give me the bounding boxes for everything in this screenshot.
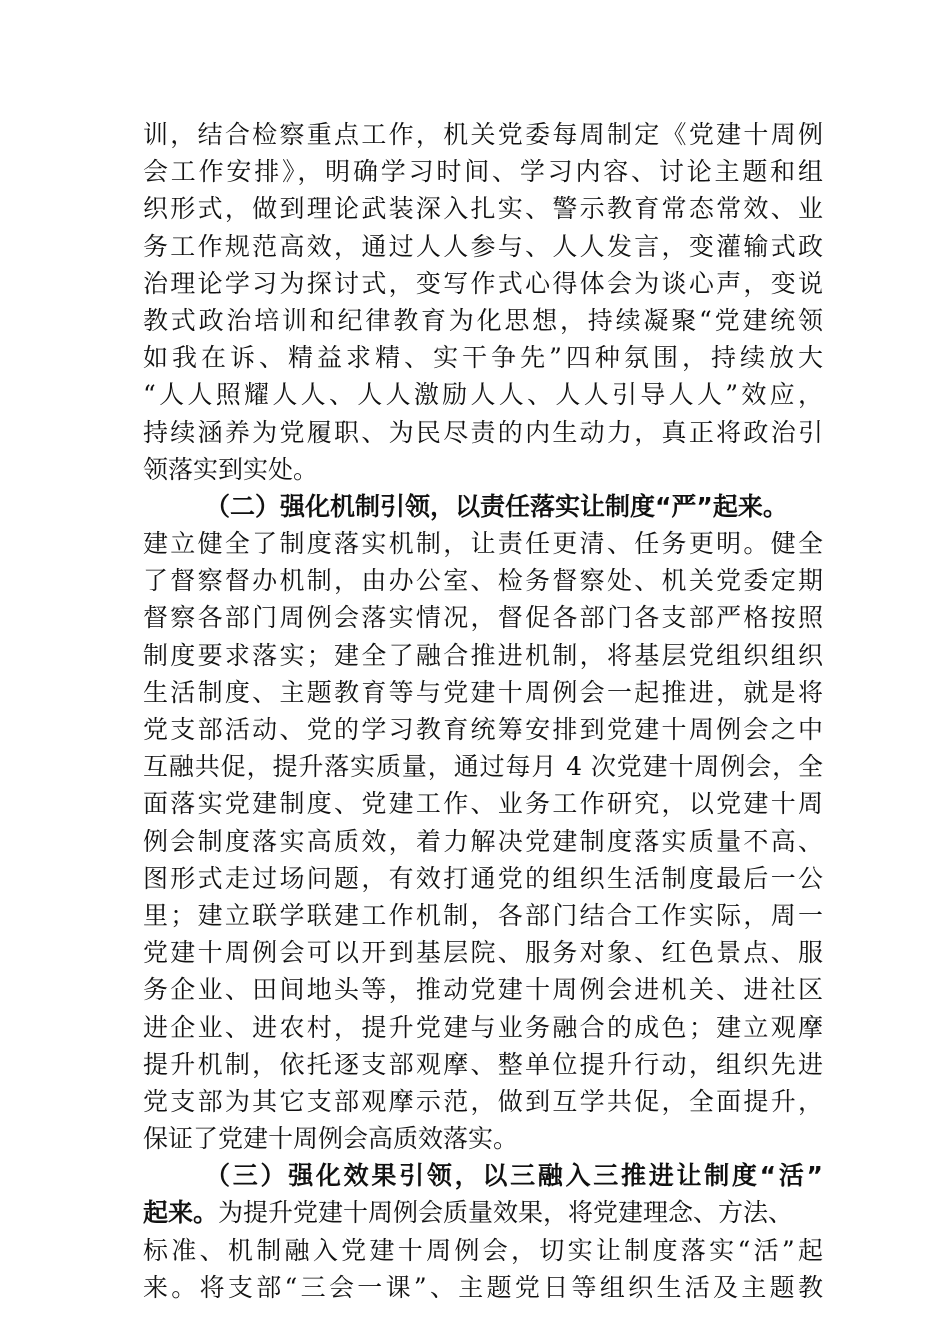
text-line: 了督察督办机制，由办公室、检务督察处、机关党委定期 [143, 566, 823, 596]
text-line: 领落实到实处。 [143, 454, 319, 484]
text-line: 生活制度、主题教育等与党建十周例会一起推进，就是将 [143, 677, 823, 707]
text-line: 党支部为其它支部观摩示范，做到互学共促，全面提升， [143, 1086, 823, 1116]
text-line: 例会制度落实高质效，着力解决党建制度落实质量不高、 [143, 826, 823, 856]
text-line: 治理论学习为探讨式，变写作式心得体会为谈心声，变说 [143, 268, 823, 298]
text-line: 织形式，做到理论武装深入扎实、警示教育常态常效、业 [143, 194, 823, 224]
text-line: 督察各部门周例会落实情况，督促各部门各支部严格按照 [143, 603, 823, 633]
section-heading-3: （三）强化效果引领，以三融入三推进让制度“活” [205, 1161, 823, 1191]
text-line: 提升机制，依托逐支部观摩、整单位提升行动，组织先进 [143, 1049, 823, 1079]
text-line: 会工作安排》，明确学习时间、学习内容、讨论主题和组 [143, 157, 823, 187]
text-line: 党支部活动、党的学习教育统筹安排到党建十周例会之中 [143, 715, 823, 744]
text-line: 面落实党建制度、党建工作、业务工作研究，以党建十周 [143, 789, 823, 819]
text-line: 持续涵养为党履职、为民尽责的内生动力，真正将政治引 [143, 417, 823, 447]
body-text [143, 116, 823, 1306]
text-line: 务企业、田间地头等，推动党建十周例会进机关、进社区 [143, 975, 823, 1005]
text-line: 党建十周例会可以开到基层院、服务对象、红色景点、服 [143, 938, 823, 968]
text-run: 为提升党建十周例会质量效果，将党建理念、方法、 [218, 1198, 794, 1228]
text-line: 如我在诉、精益求精、实干争先”四种氛围，持续放大 [143, 343, 823, 373]
heading-tail: 起来。 [143, 1198, 219, 1228]
text-line: 标准、机制融入党建十周例会，切实让制度落实“活”起 [143, 1235, 823, 1265]
text-line: 教式政治培训和纪律教育为化思想，持续凝聚“党建统领 [143, 305, 823, 335]
text-line: 保证了党建十周例会高质效落实。 [143, 1124, 519, 1154]
text-line: 训，结合检察重点工作，机关党委每周制定《党建十周例 [143, 120, 823, 149]
text-line: 里；建立联学联建工作机制，各部门结合工作实际，周一 [143, 900, 823, 930]
text-line: 来。将支部“三会一课”、主题党日等组织生活及主题教 [143, 1272, 823, 1302]
text-line: 图形式走过场问题，有效打通党的组织生活制度最后一公 [143, 863, 823, 893]
text-line: 务工作规范高效，通过人人参与、人人发言，变灌输式政 [143, 231, 823, 261]
text-line: 建立健全了制度落实机制，让责任更清、任务更明。健全 [143, 529, 823, 559]
section-heading-3-continued [143, 1194, 823, 1231]
text-line: 制度要求落实；建全了融合推进机制，将基层党组织组织 [143, 640, 823, 670]
text-line: “人人照耀人人、人人激励人人、人人引导人人”效应， [143, 380, 823, 410]
text-line: 互融共促，提升落实质量，通过每月 4 次党建十周例会，全 [143, 752, 823, 782]
section-heading-2: （二）强化机制引领，以责任落实让制度“严”起来。 [205, 491, 788, 521]
text-line: 进企业、进农村，提升党建与业务融合的成色；建立观摩 [143, 1012, 823, 1042]
